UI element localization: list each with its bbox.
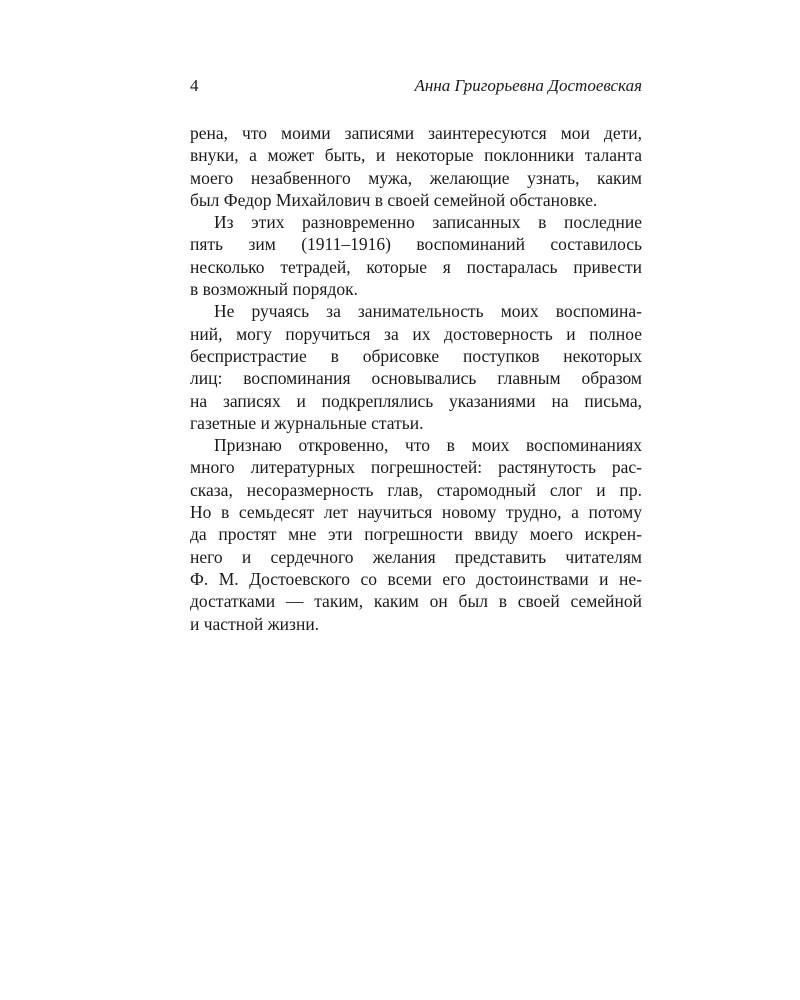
text-line: пять зим (1911–1916) воспоминаний составилось bbox=[190, 234, 642, 255]
running-head-author: Анна Григорьевна Достоевская bbox=[414, 76, 642, 95]
text-line: много литературных погрешностей: растянутость рас- bbox=[190, 457, 642, 478]
page-number: 4 bbox=[190, 76, 199, 95]
body-text bbox=[190, 122, 642, 635]
text-line: Но в семьдесят лет научиться новому трудно, а потому bbox=[190, 502, 642, 523]
text-line: газетные и журнальные статьи. bbox=[190, 412, 424, 433]
running-head bbox=[190, 74, 642, 98]
text-line: был Федор Михайлович в своей семейной обстановке. bbox=[190, 189, 598, 210]
text-line: достатками — таким, каким он был в своей семейной bbox=[190, 591, 642, 612]
text-line: него и сердечного желания представить читателям bbox=[190, 546, 642, 567]
text-line: внуки, а может быть, и некоторые поклонники таланта bbox=[190, 145, 642, 166]
text-line: да простят мне эти погрешности ввиду моего искрен- bbox=[190, 524, 642, 545]
text-line: рена, что моими записями заинтересуются мои дети, bbox=[190, 123, 642, 143]
book-page bbox=[190, 74, 642, 635]
text-line: Не ручаясь за занимательность моих воспомина- bbox=[214, 301, 642, 322]
text-line: Из этих разновременно записанных в последние bbox=[214, 212, 642, 233]
text-line: беспристрастие в обрисовке поступков некоторых bbox=[190, 345, 642, 366]
text-line: Ф. М. Достоевского со всеми его достоинствами и не- bbox=[190, 568, 642, 589]
text-line: моего незабвенного мужа, желающие узнать, каким bbox=[190, 167, 642, 188]
text-line: несколько тетрадей, которые я постаралась привести bbox=[190, 256, 642, 277]
text-line: ний, могу поручиться за их достоверность и полное bbox=[190, 323, 642, 344]
text-line: в возможный порядок. bbox=[190, 279, 358, 300]
text-line: сказа, несоразмерность глав, старомодный слог и пр. bbox=[190, 479, 642, 500]
text-line: лиц: воспоминания основывались главным образом bbox=[190, 368, 642, 389]
text-line: Признаю откровенно, что в моих воспоминаниях bbox=[214, 435, 642, 456]
text-line: и частной жизни. bbox=[190, 613, 320, 634]
text-line: на записях и подкреплялись указаниями на письма, bbox=[190, 390, 642, 411]
